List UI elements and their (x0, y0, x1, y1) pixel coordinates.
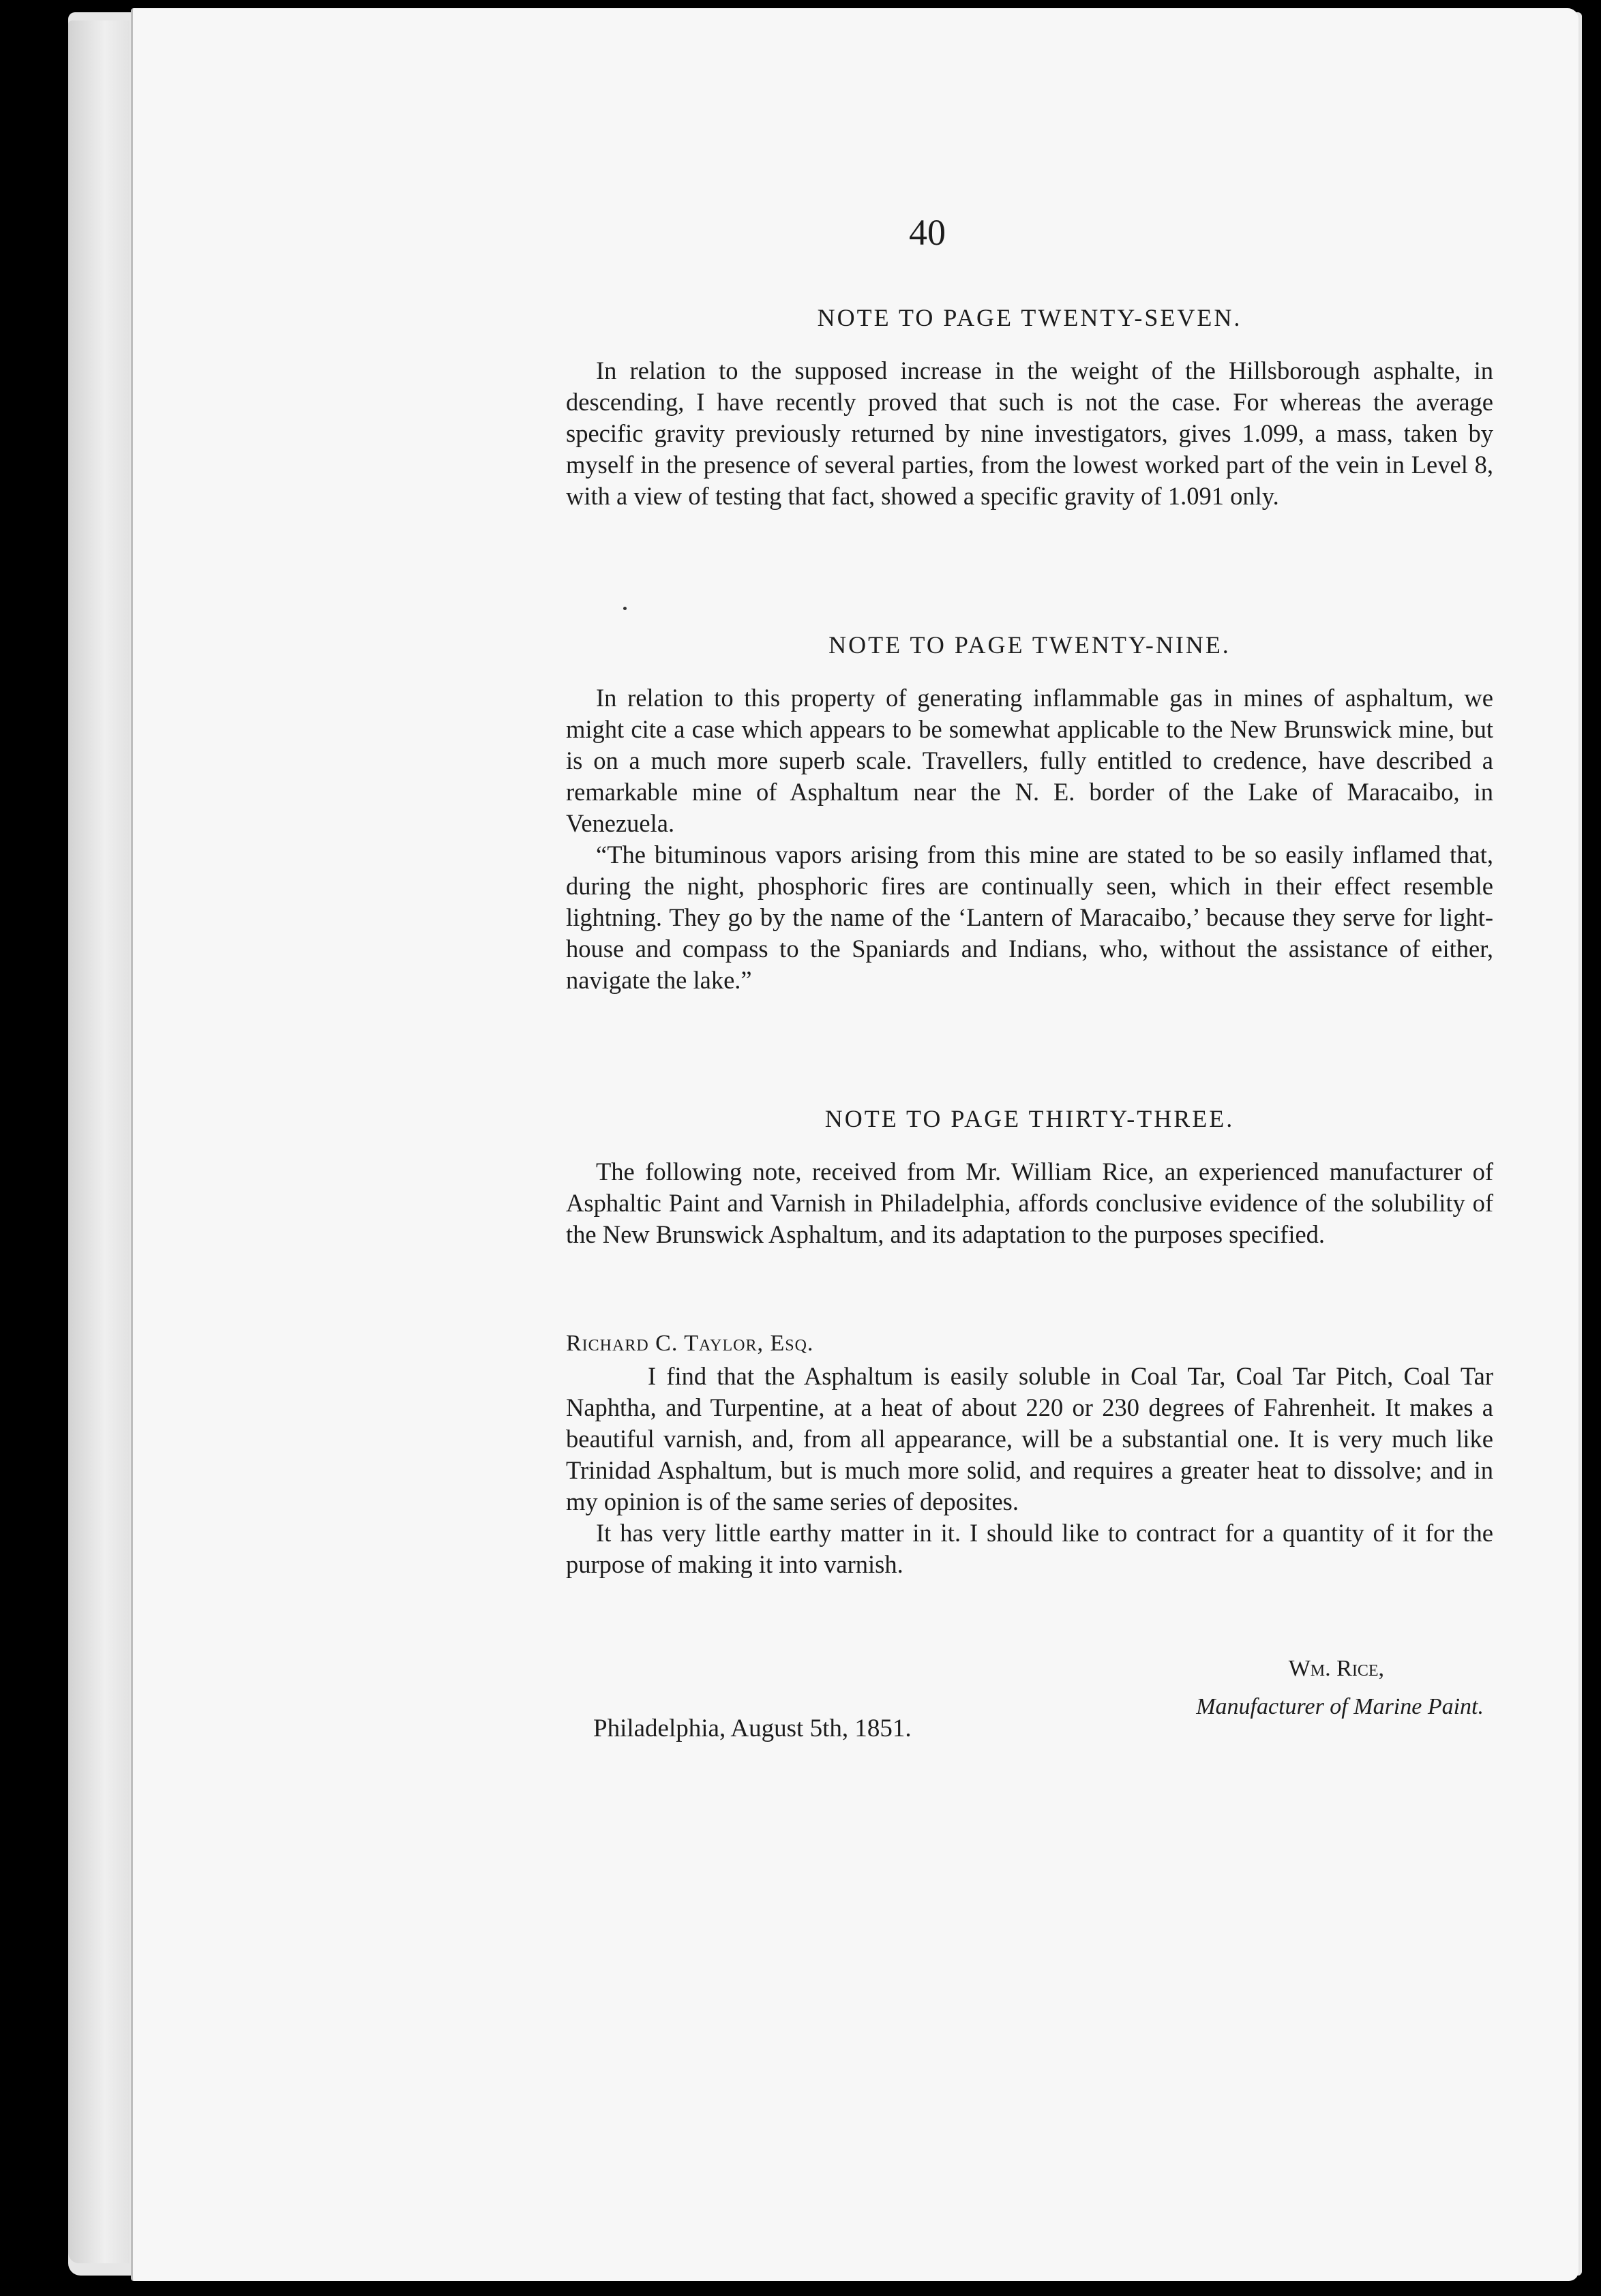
page-edge-strip (68, 20, 130, 2263)
page-number: 40 (909, 212, 946, 253)
signature-name: Wm. Rice, (1288, 1656, 1384, 1681)
note-paragraph: In relation to this property of generating inflammable gas in mines of asphaltum, we might cite a case which appears to be somewhat applicable to the New Brunswick mine, but is on a much more superb scale. Travellers, fully entitled to credence, have described a remarkable mine of Asphaltum near the N. E. border of the Lake of Maracaibo, in Venezuela. (566, 684, 1493, 837)
quotation-paragraph: “The bituminous vapors arising from this mine are stated to be so easily inflamed that, during the night, phosphoric fires are continually seen, which in their effect resemble lightning. They go by the name of the ‘Lantern of Maracaibo,’ because they serve for light-house and compass to the Spaniards and Indians, who, without the assistance of either, navigate the lake.” (566, 841, 1493, 994)
letter-place-date: Philadelphia, August 5th, 1851. (593, 1715, 912, 1742)
letter-paragraph: I find that the Asphaltum is easily soluble in Coal Tar, Coal Tar Pitch, Coal Tar Naphtha, and Turpentine, at a heat of about 220 or 230 degrees of Fahrenheit. It makes a beautiful varnish, and, from all appearance, will be a substantial one. It is very much like Trinidad Asphaltum, but is much more solid, and requires a greater heat to dissolve; and in my opinion is of the same series of deposites. (566, 1362, 1493, 1515)
note-paragraph: The following note, received from Mr. William Rice, an experienced manufacturer of Asphaltic Paint and Varnish in Philadelphia, affords conclusive evidence of the solubility of the New Brunswick Asphaltum, and its adaptation to the purposes specified. (566, 1158, 1493, 1248)
note-paragraph: In relation to the supposed increase in the weight of the Hillsborough asphalte, in descending, I have recently proved that such is not the case. For whereas the average specific gravity previously returned by nine investigators, gives 1.099, a mass, taken by myself in the presence of several parties, from the lowest worked part of the vein in Level 8, with a view of testing that fact, showed a specific gravity of 1.091 only. (566, 357, 1493, 510)
letter-paragraph: It has very little earthy matter in it. I should like to contract for a quantity of it for the purpose of making it into varnish. (566, 1519, 1493, 1578)
letter-addressee: Richard C. Taylor, Esq. (566, 1331, 814, 1356)
note-heading: NOTE TO PAGE TWENTY-NINE. (828, 631, 1231, 659)
note-heading: NOTE TO PAGE TWENTY-SEVEN. (817, 304, 1242, 331)
note-twenty-nine (566, 631, 1493, 996)
note-twenty-seven (566, 303, 1493, 512)
signature-title: Manufacturer of Marine Paint. (1196, 1694, 1484, 1719)
ink-dot (623, 607, 627, 610)
note-heading: NOTE TO PAGE THIRTY-THREE. (824, 1105, 1235, 1132)
note-thirty-three (566, 1104, 1493, 1250)
letter (566, 1328, 1493, 1580)
